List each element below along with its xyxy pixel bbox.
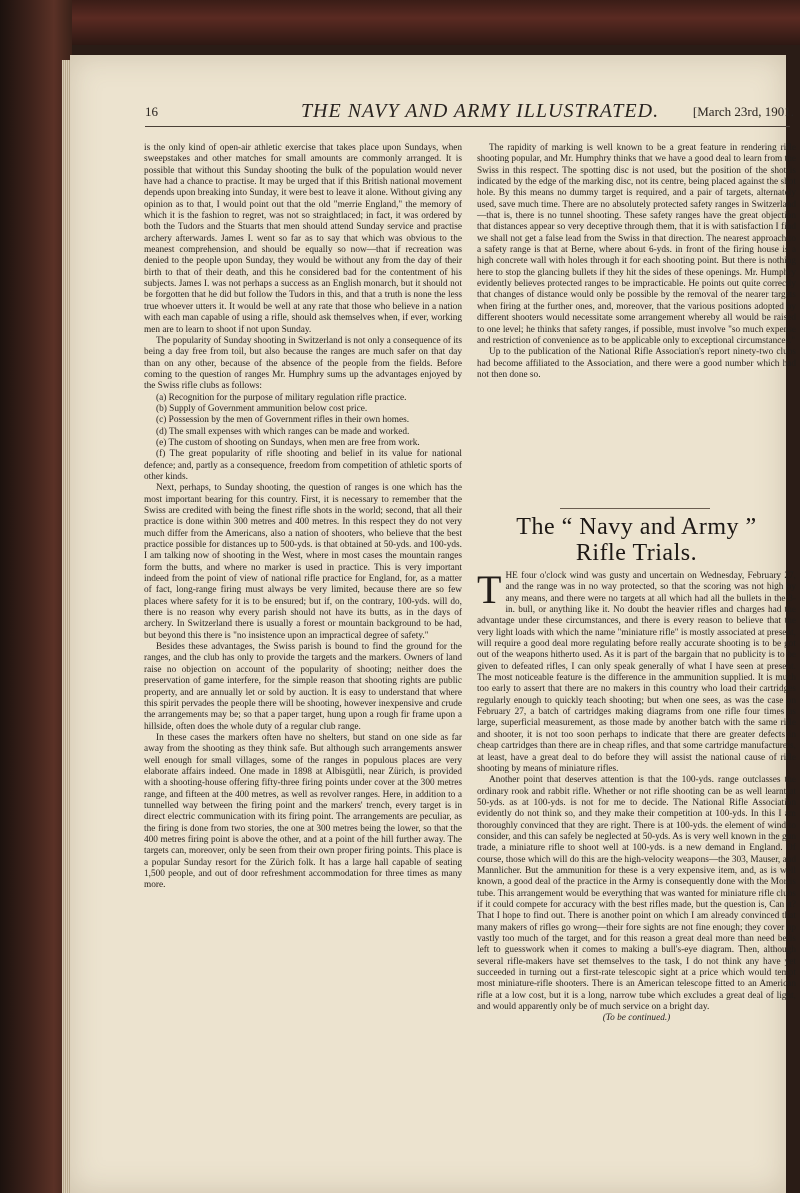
paragraph: Another point that deserves attention is that the 100-yds. range outclasses the ordinary rook and rabbit rifle. Whether or not rifle shooting can be as well learnt at 50-yds. as at 100-yds. is not for me to decide. The National Rifle Association evidently do not think so, and they make their competition at 100-yds. In this I am thoroughly convinced that they are right. There is at 100-yds. the element of wind to consider, and this can safely be neglected at 50-yds. As is very well known in the gun trade, a miniature rifle to shoot well at 100-yds. is a new demand in England. Of course, those which will do this are the high-velocity weapons—the 303, Mauser, and Mannlicher. But the ammunition for these is a very expensive item, and, as is well known, a good deal of the practice in the Army is consequently done with the Morris tube. This arrangement would be everything that was wanted for miniature rifle clubs if it could compete for accuracy with the best rifles made, but the question is, Can it? That I hope to find out. There is another point on which I am already convinced that many makers of rifles go wrong—their fore sights are not fine enough; they cover up vastly too much of the target, and for this reason a great deal more than need be is left to guesswork when it comes to making a bull's-eye diagram. Then, although several rifle-makers have set themselves to the task, I do not think any have yet succeeded in turning out a first-rate telescopic sight at a price which would tempt most miniature-rifle shooters. There is an American telescope fitted to an American rifle at a low cost, but it is a long, narrow tube which excludes a great deal of light, and would apparently only be of much service on a bright day. xyxy=(477,775,797,1013)
page-edges xyxy=(62,60,70,1193)
paragraph: Besides these advantages, the Swiss parish is bound to find the ground for the ranges, and the club has only to provide the targets and the markers. Owners of land raise no objection on account of the popularity of shooting; neither does the preservation of game interfere, for the simple reason that shooting rights are public property, and are annually let or sold by auction. It is easy to understand that where this spirit pervades the people there will be shooting, however inexpensive and crude the arrangements may be; so that a paper target, hung upon a rough fir frame upon a hillside, often does the whole duty of a regular club range. xyxy=(144,642,462,732)
list-item: (f) The great popularity of rifle shooting and belief in its value for national defence; and, partly as a consequence, freedom from competition of athletic sports of other kinds. xyxy=(144,449,462,482)
paragraph-text: HE four o'clock wind was gusty and uncertain on Wednesday, February 27, and the range was in no way protected, so that the scoring was not high by any means, and there were no targets at all which had all the bullets in the 3-in. bull, or anything like it. No doubt the heavier rifles and charges had the advantage under these circumstances, and there is every reason to believe that the very light loads with which the name "miniature rifle" is mostly associated at present, will require a good deal more regulating before really accurate shooting is to be got out of the weapons hitherto used. As it is part of the bargain that no publicity is to be given to defeated rifles, I can only speak generally of what I have seen at present. The most noticeable feature is the difference in the ammunition supplied. It is much too early to assert that there are no makers in this country who load their cartridges regularly enough to quickly teach shooting; but when one sees, as was the case on February 27, a batch of cartridges making diagrams from one rifle four times as large, superficial measurement, as those made by another batch with the same rifle and shooter, it is not too soon perhaps to indicate that there are greater defects in cheap cartridges than there are in cheap rifles, and that some cartridge manufacturers, at least, have a great deal to do before they will assist the national cause of rifle shooting by means of miniature rifles. xyxy=(477,571,796,774)
masthead-title: THE NAVY AND ARMY ILLUSTRATED. xyxy=(300,100,660,122)
drop-cap: T xyxy=(477,567,502,612)
paragraph: The popularity of Sunday shooting in Switzerland is not only a consequence of its being a day free from toil, but also because the ranges are much safer on that day than on any other, because of the absence of the people from the fields. Before coming to the question of ranges Mr. Humphry sums up the advantages enjoyed by the Swiss rifle clubs as follows: xyxy=(144,335,462,392)
list-item: (a) Recognition for the purpose of military regulation rifle practice. xyxy=(156,392,407,403)
paragraph: The rapidity of marking is well known to be a great feature in rendering rifle shooting popular, and Mr. Humphry thinks that we have a good deal to learn from the Swiss in this respect. The spotting disc is not used, but the position of the shot is indicated by the edge of the marking disc, not its centre, being placed against the shot hole. By this means no dummy target is required, and a pair of targets, alternately used, save much time. There are no absolutely protected safety ranges in Switzerland—that is, there is no tunnel shooting. These safety ranges have the great objection that distances appear so very deceptive through them, that it is with satisfaction I find we shall not get a false lead from the Swiss in that direction. The nearest approach to a safety range is that at Berne, where about 6-yds. in front of the firing house is a high concrete wall with holes through it for each shooting point. But there is nothing here to stop the glancing bullets if they hit the sides of these openings. Mr. Humphry evidently believes protected ranges to be impracticable. He points out quite correctly that changes of distance would only be possible by the removal of the nearer targets when firing at the further ones, and, moreover, that the various positions adopted by different shooters would necessitate some arrangement whereby all would be raised to one level; he thinks that safety ranges, if possible, must involve "so much expense and restriction of convenience as to be applicable only to exceptional circumstances." xyxy=(477,143,796,346)
continued-note: (To be continued.) xyxy=(602,1013,671,1024)
header-rule xyxy=(145,126,790,127)
paragraph xyxy=(477,567,796,775)
section-heading-line-2: Rifle Trials. xyxy=(575,540,698,566)
right-column-bottom xyxy=(477,567,797,1025)
list-item: (c) Possession by the men of Government rifles in their own homes. xyxy=(156,415,410,426)
list-item: (b) Supply of Government ammunition below cost price. xyxy=(156,403,368,414)
paragraph: Up to the publication of the National Rifle Association's report ninety-two clubs had become affiliated to the Association, and there were a good number which had not then done so. xyxy=(477,347,796,380)
issue-date: [March 23rd, 1901. xyxy=(692,104,794,119)
list-item: (d) The small expenses with which ranges can be made and worked. xyxy=(156,426,410,437)
running-header xyxy=(145,100,794,126)
paragraph: is the only kind of open-air athletic exercise that takes place upon Sundays, when sweepstakes and other matches for small amounts are commonly arranged. It is possible that without this Sunday shooting the bulk of the population would never have had a chance to practise. It may be urged that if this British national movement depends upon breaking into Sunday, it were best to leave it alone. Without giving any opinion as to that, I would point out that the old "merrie England," the memory of which it is the fashion to regret, was not so straightlaced; in fact, it was ordered by both the Tudors and the Stuarts that men should attend Sunday service and practise archery afterwards. James I. went so far as to say that which was obvious to the meanest comprehension, and should be equally so now—that if recreation was denied to the people upon Sunday, they would be without any from the day of their birth to that of their death, and this he considered bad for the contentment of his subjects. James I. was not perhaps a success as an English monarch, but it should not be forgotten that he did but follow the Tudors in this, and that a truth is none the less true whoever utters it. It would be well at any rate that those who believe in a nation with each man capable of using a rifle, should ask themselves when, if ever, working men are to learn to shoot if not upon Sunday. xyxy=(144,143,462,335)
paragraph: In these cases the markers often have no shelters, but stand on one side as far away from the shooting as they think safe. But although such arrangements answer well enough for small villages, some of the ranges in populous places are very elaborate affairs indeed. One made in 1898 at Albisgütli, near Zürich, is provided with a shooting-house offering fifty-three firing points under cover at the 300 metres range, and fifteen at the 400 metres, as well as revolver ranges. Here, in addition to a tunnelled way between the firing point and the markers' trench, every target is in direct electric communication with its firing point. The arrangements are peculiar, as the firing is done from two stories, the one at 300 metres being the lower, so that the 400 metres firing point is above the other, and at a point of the hill further away. The targets can, moreover, only be seen from their own proper firing points. This place is a popular Sunday resort for the Zürich folk. It has a large hall capable of seating 1,500 people, and out of door refreshment accommodation for three times as many more. xyxy=(144,732,462,891)
section-heading xyxy=(477,514,796,566)
book-binding-top xyxy=(0,0,800,45)
list-item: (e) The custom of shooting on Sundays, when men are free from work. xyxy=(156,437,420,448)
paragraph: Next, perhaps, to Sunday shooting, the question of ranges is one which has the most important bearing for this country. First, it is necessary to remember that the Swiss are credited with being the finest rifle shots in the world; second, that all their practice is done within 300 metres and 400 metres. In this respect they do not very much differ from the Americans, also a nation of shooters, who believe that the best practice possible for distances up to 500-yds. is that obtained at 50-yds. and 100-yds. I am talking now of shooting in the West, where in most cases the mountain ranges form the butts, and where no marker is used in practice. This is very important indeed from the point of view of national rifle practice for England, for, as a matter of fact, long-range firing must always be very limited, because there are so few places where safety for it is to be ensured; but if, on the contrary, 100-yds. will do, there is no reason why every parish should not have its butts, as in the days of archery. In Switzerland there is usually a forest or mountain background to be had, but beyond this there is "no insistence upon an impractical degree of safety." xyxy=(144,483,462,641)
section-heading-line-1: The “ Navy and Army ” xyxy=(516,514,757,540)
left-column xyxy=(144,143,462,892)
page-number: 16 xyxy=(145,104,158,119)
section-divider xyxy=(560,508,710,509)
right-column-top xyxy=(477,143,796,381)
